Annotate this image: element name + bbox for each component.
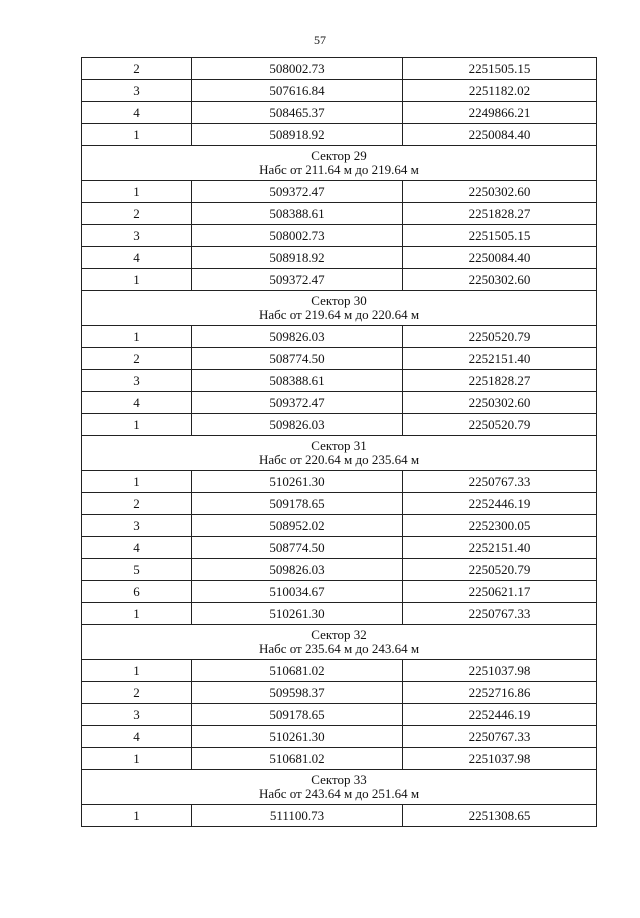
sector-altitude-range: Нaбс от 220.64 м до 235.64 м — [258, 452, 420, 467]
x-coordinate-cell: 509372.47 — [192, 269, 403, 291]
point-number-cell: 1 — [82, 748, 192, 770]
sector-title: Сектор 29 — [311, 148, 367, 163]
x-coordinate-cell: 508388.61 — [192, 370, 403, 392]
x-coordinate-cell: 510261.30 — [192, 603, 403, 625]
point-number-cell: 1 — [82, 805, 192, 827]
point-number-cell: 1 — [82, 660, 192, 682]
point-number-cell: 3 — [82, 225, 192, 247]
sector-title: Сектор 31 — [311, 438, 367, 453]
sector-header-row — [82, 770, 597, 805]
point-number-cell: 2 — [82, 203, 192, 225]
y-coordinate-cell: 2251037.98 — [403, 660, 597, 682]
point-number-cell: 1 — [82, 181, 192, 203]
table-row — [82, 348, 597, 370]
table-row — [82, 414, 597, 436]
y-coordinate-cell: 2250767.33 — [403, 603, 597, 625]
x-coordinate-cell: 508002.73 — [192, 225, 403, 247]
y-coordinate-cell: 2252300.05 — [403, 515, 597, 537]
table-row — [82, 370, 597, 392]
table-row — [82, 493, 597, 515]
y-coordinate-cell: 2250520.79 — [403, 414, 597, 436]
x-coordinate-cell: 509826.03 — [192, 414, 403, 436]
y-coordinate-cell: 2250520.79 — [403, 559, 597, 581]
x-coordinate-cell: 508952.02 — [192, 515, 403, 537]
page-number: 57 — [314, 33, 326, 47]
table-row — [82, 726, 597, 748]
table-row — [82, 326, 597, 348]
y-coordinate-cell: 2250767.33 — [403, 471, 597, 493]
sector-header-row — [82, 291, 597, 326]
table-row — [82, 603, 597, 625]
point-number-cell: 4 — [82, 247, 192, 269]
point-number-cell: 1 — [82, 269, 192, 291]
x-coordinate-cell: 510261.30 — [192, 471, 403, 493]
table-row — [82, 181, 597, 203]
point-number-cell: 1 — [82, 124, 192, 146]
y-coordinate-cell: 2250084.40 — [403, 124, 597, 146]
y-coordinate-cell: 2250302.60 — [403, 181, 597, 203]
x-coordinate-cell: 508918.92 — [192, 247, 403, 269]
point-number-cell: 4 — [82, 726, 192, 748]
point-number-cell: 1 — [82, 414, 192, 436]
x-coordinate-cell: 510681.02 — [192, 748, 403, 770]
sector-header-cell — [82, 625, 597, 660]
y-coordinate-cell: 2250084.40 — [403, 247, 597, 269]
y-coordinate-cell: 2250621.17 — [403, 581, 597, 603]
table-row — [82, 225, 597, 247]
sector-header-row — [82, 436, 597, 471]
sector-header-cell — [82, 291, 597, 326]
y-coordinate-cell: 2251182.02 — [403, 80, 597, 102]
sector-header-cell — [82, 436, 597, 471]
x-coordinate-cell: 511100.73 — [192, 805, 403, 827]
y-coordinate-cell: 2252151.40 — [403, 537, 597, 559]
point-number-cell: 4 — [82, 537, 192, 559]
sector-altitude-range: Нaбс от 211.64 м до 219.64 м — [259, 162, 419, 177]
table-row — [82, 660, 597, 682]
sector-altitude-range: Нaбс от 243.64 м до 251.64 м — [258, 786, 420, 801]
point-number-cell: 1 — [82, 326, 192, 348]
y-coordinate-cell: 2250520.79 — [403, 326, 597, 348]
table-row — [82, 805, 597, 827]
table-row — [82, 471, 597, 493]
table-row — [82, 269, 597, 291]
x-coordinate-cell: 508002.73 — [192, 58, 403, 80]
table-row — [82, 704, 597, 726]
y-coordinate-cell: 2251828.27 — [403, 203, 597, 225]
x-coordinate-cell: 508918.92 — [192, 124, 403, 146]
x-coordinate-cell: 509826.03 — [192, 559, 403, 581]
sector-title: Сектор 33 — [311, 772, 367, 787]
point-number-cell: 3 — [82, 370, 192, 392]
point-number-cell: 3 — [82, 80, 192, 102]
sector-header-row — [82, 146, 597, 181]
sector-title: Сектор 30 — [311, 293, 367, 308]
y-coordinate-cell: 2252446.19 — [403, 493, 597, 515]
table-row — [82, 581, 597, 603]
sector-altitude-range: Нaбс от 235.64 м до 243.64 м — [258, 641, 420, 656]
table-row — [82, 682, 597, 704]
y-coordinate-cell: 2250767.33 — [403, 726, 597, 748]
table-row — [82, 515, 597, 537]
sector-title: Сектор 32 — [311, 627, 367, 642]
x-coordinate-cell: 508774.50 — [192, 348, 403, 370]
y-coordinate-cell: 2252151.40 — [403, 348, 597, 370]
point-number-cell: 1 — [82, 603, 192, 625]
point-number-cell: 4 — [82, 102, 192, 124]
y-coordinate-cell: 2251505.15 — [403, 58, 597, 80]
y-coordinate-cell: 2250302.60 — [403, 392, 597, 414]
table-row — [82, 537, 597, 559]
point-number-cell: 6 — [82, 581, 192, 603]
y-coordinate-cell: 2251505.15 — [403, 225, 597, 247]
y-coordinate-cell: 2251308.65 — [403, 805, 597, 827]
x-coordinate-cell: 509826.03 — [192, 326, 403, 348]
x-coordinate-cell: 508774.50 — [192, 537, 403, 559]
table-row — [82, 392, 597, 414]
point-number-cell: 1 — [82, 471, 192, 493]
x-coordinate-cell: 509598.37 — [192, 682, 403, 704]
point-number-cell: 3 — [82, 704, 192, 726]
point-number-cell: 5 — [82, 559, 192, 581]
point-number-cell: 2 — [82, 58, 192, 80]
table-row — [82, 58, 597, 80]
y-coordinate-cell: 2251037.98 — [403, 748, 597, 770]
y-coordinate-cell: 2249866.21 — [403, 102, 597, 124]
x-coordinate-cell: 507616.84 — [192, 80, 403, 102]
point-number-cell: 3 — [82, 515, 192, 537]
sector-altitude-range: Нaбс от 219.64 м до 220.64 м — [258, 307, 420, 322]
x-coordinate-cell: 509178.65 — [192, 704, 403, 726]
x-coordinate-cell: 508465.37 — [192, 102, 403, 124]
table-row — [82, 748, 597, 770]
table-row — [82, 247, 597, 269]
coordinates-table-body — [82, 58, 597, 827]
coordinates-table — [81, 57, 597, 827]
point-number-cell: 2 — [82, 493, 192, 515]
y-coordinate-cell: 2252446.19 — [403, 704, 597, 726]
y-coordinate-cell: 2250302.60 — [403, 269, 597, 291]
point-number-cell: 2 — [82, 348, 192, 370]
table-row — [82, 80, 597, 102]
table-row — [82, 559, 597, 581]
sector-header-cell — [82, 146, 597, 181]
x-coordinate-cell: 509178.65 — [192, 493, 403, 515]
sector-header-row — [82, 625, 597, 660]
x-coordinate-cell: 509372.47 — [192, 181, 403, 203]
x-coordinate-cell: 508388.61 — [192, 203, 403, 225]
point-number-cell: 2 — [82, 682, 192, 704]
x-coordinate-cell: 510681.02 — [192, 660, 403, 682]
table-row — [82, 203, 597, 225]
table-row — [82, 102, 597, 124]
y-coordinate-cell: 2251828.27 — [403, 370, 597, 392]
x-coordinate-cell: 509372.47 — [192, 392, 403, 414]
point-number-cell: 4 — [82, 392, 192, 414]
sector-header-cell — [82, 770, 597, 805]
y-coordinate-cell: 2252716.86 — [403, 682, 597, 704]
table-row — [82, 124, 597, 146]
x-coordinate-cell: 510261.30 — [192, 726, 403, 748]
x-coordinate-cell: 510034.67 — [192, 581, 403, 603]
